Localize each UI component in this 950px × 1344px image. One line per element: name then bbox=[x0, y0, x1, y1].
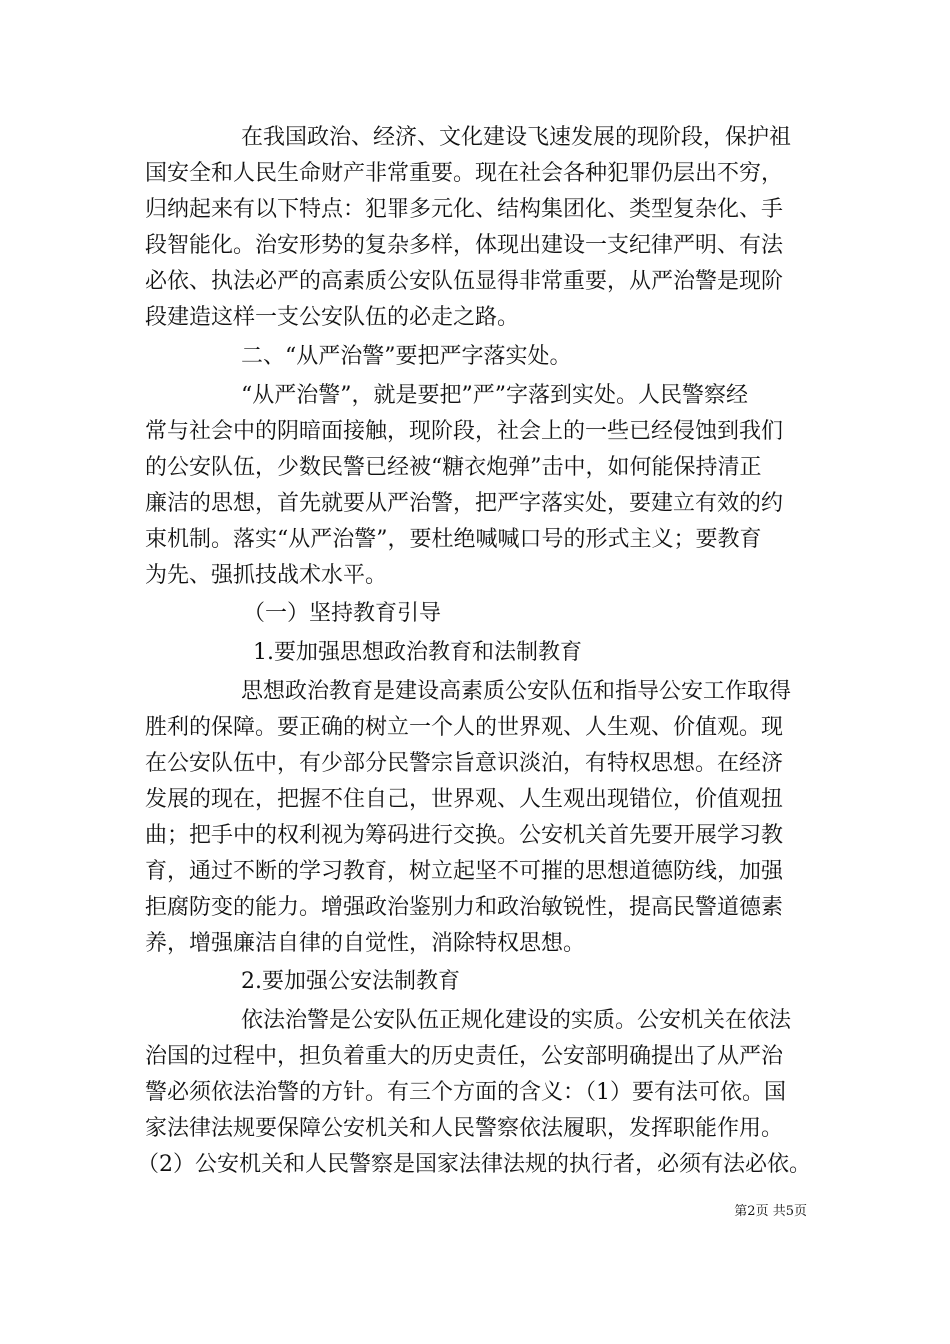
paragraph-line: 曲；把手中的权利视为筹码进行交换。公安机关首先要开展学习教 bbox=[145, 823, 784, 848]
paragraph-line: 必依、执法必严的高素质公安队伍显得非常重要，从严治警是现阶 bbox=[145, 269, 784, 294]
paragraph-line: 养，增强廉洁自律的自觉性，消除特权思想。 bbox=[145, 931, 586, 956]
paragraph-line: 依法治警是公安队伍正规化建设的实质。公安机关在依法 bbox=[241, 1008, 792, 1033]
paragraph-line: 国安全和人民生命财产非常重要。现在社会各种犯罪仍层出不穷， bbox=[145, 161, 784, 186]
paragraph-line: 的公安队伍，少数民警已经被“糖衣炮弹”击中，如何能保持清正 bbox=[145, 455, 762, 480]
paragraph-line: 在我国政治、经济、文化建设飞速发展的现阶段，保护祖 bbox=[241, 125, 792, 150]
paragraph-line: 警必须依法治警的方针。有三个方面的含义：（1）要有法可依。国 bbox=[145, 1080, 786, 1105]
paragraph-line: 治国的过程中，担负着重大的历史责任，公安部明确提出了从严治 bbox=[145, 1044, 784, 1069]
paragraph-line: （2）公安机关和人民警察是国家法律法规的执行者，必须有法必依。 bbox=[137, 1152, 811, 1177]
paragraph-line: 拒腐防变的能力。增强政治鉴别力和政治敏锐性，提高民警道德素 bbox=[145, 895, 784, 920]
page-number-footer bbox=[734, 1203, 807, 1221]
paragraph-line: 家法律法规要保障公安机关和人民警察依法履职，发挥职能作用。 bbox=[145, 1116, 784, 1141]
paragraph-line: 常与社会中的阴暗面接触，现阶段，社会上的一些已经侵蚀到我们 bbox=[145, 419, 784, 444]
footer-page-number: 2 bbox=[747, 1204, 756, 1219]
paragraph-line: 束机制。落实“从严治警”，要杜绝喊喊口号的形式主义；要教育 bbox=[145, 527, 762, 552]
subsection-heading: （一）坚持教育引导 bbox=[243, 601, 442, 626]
paragraph-line: “从严治警”，就是要把”严”字落到实处。人民警察经 bbox=[241, 383, 748, 408]
subsection-heading: 2.要加强公安法制教育 bbox=[241, 969, 460, 994]
paragraph-line: 思想政治教育是建设高素质公安队伍和指导公安工作取得 bbox=[241, 679, 792, 704]
footer-total-pages: 5 bbox=[785, 1204, 794, 1219]
paragraph-line: 胜利的保障。要正确的树立一个人的世界观、人生观、价值观。现 bbox=[145, 715, 784, 740]
footer-middle: 页 共 bbox=[755, 1204, 786, 1219]
paragraph-line: 发展的现在，把握不住自己，世界观、人生观出现错位，价值观扭 bbox=[145, 787, 784, 812]
paragraph-line: 育，通过不断的学习教育，树立起坚不可摧的思想道德防线，加强 bbox=[145, 859, 784, 884]
paragraph-line: 为先、强抓技战术水平。 bbox=[145, 563, 388, 588]
paragraph-line: 归纳起来有以下特点：犯罪多元化、结构集团化、类型复杂化、手 bbox=[145, 197, 784, 222]
footer-suffix: 页 bbox=[793, 1204, 807, 1219]
footer-prefix: 第 bbox=[734, 1204, 748, 1219]
subsection-heading: 1.要加强思想政治教育和法制教育 bbox=[253, 640, 582, 665]
paragraph-line: 段智能化。治安形势的复杂多样，体现出建设一支纪律严明、有法 bbox=[145, 233, 784, 258]
section-heading: 二、“从严治警”要把严字落实处。 bbox=[241, 344, 572, 369]
paragraph-line: 在公安队伍中，有少部分民警宗旨意识淡泊，有特权思想。在经济 bbox=[145, 751, 784, 776]
paragraph-line: 廉洁的思想，首先就要从严治警，把严字落实处，要建立有效的约 bbox=[145, 491, 784, 516]
paragraph-line: 段建造这样一支公安队伍的必走之路。 bbox=[145, 305, 520, 330]
